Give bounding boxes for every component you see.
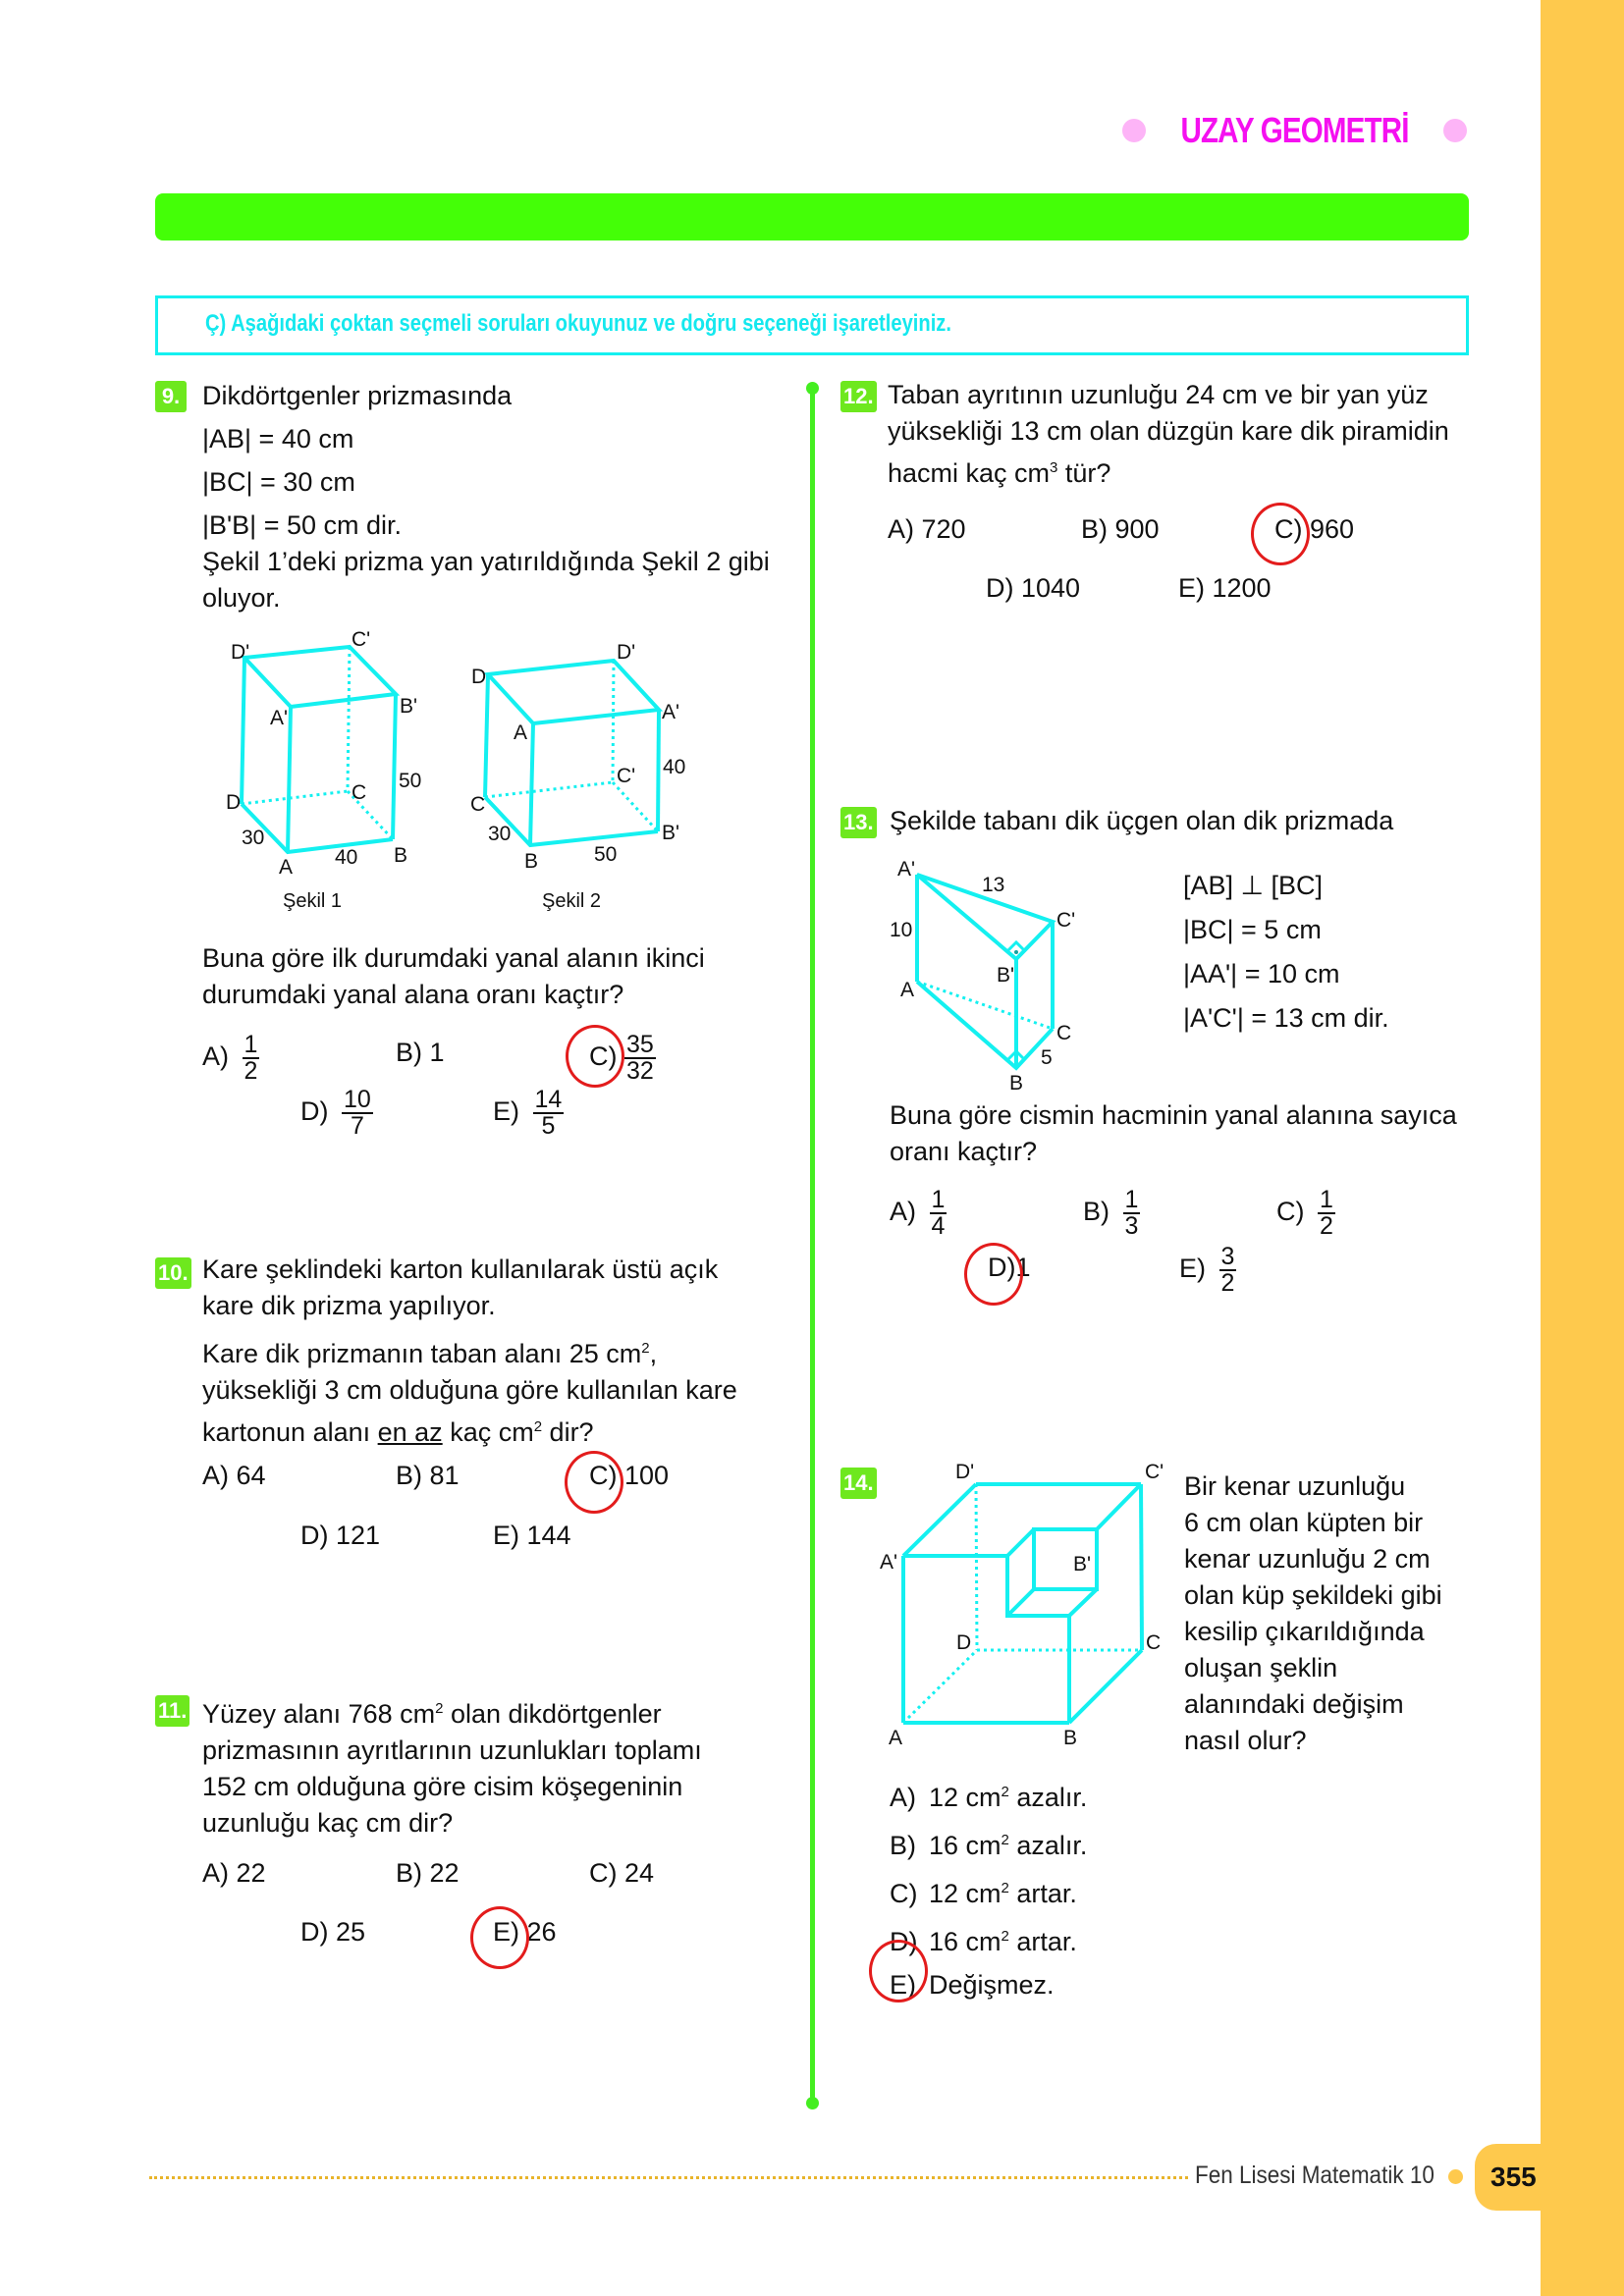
q14-line: olan küp şekildeki gibi xyxy=(1184,1580,1442,1610)
q11-line: 152 cm olduğuna göre cisim köşegeninin xyxy=(202,1772,683,1801)
title-dot-left xyxy=(1122,119,1146,142)
q10-line: Kare dik prizmanın taban alanı 25 $cm^2$, xyxy=(202,1339,658,1368)
q9-given-ab: |AB| = 40 cm xyxy=(202,424,354,454)
q14-option-d[interactable]: D) 16 $cm^2$ artar. xyxy=(890,1927,1077,1956)
page-number: 355 xyxy=(1490,2162,1537,2192)
q13-dim-base: 5 xyxy=(1041,1046,1053,1069)
answer-mark-circle xyxy=(1251,503,1310,565)
q14-line: kesilip çıkarıldığında xyxy=(1184,1617,1425,1646)
q9-option-a[interactable] xyxy=(202,1033,259,1084)
q11-line: prizmasının ayrıtlarının uzunlukları toplamı xyxy=(202,1735,702,1765)
q9-prompt-line: Buna göre ilk durumdaki yanal alanın ikinci xyxy=(202,943,705,973)
fig1-label-a: A xyxy=(279,856,294,879)
fig1-dim-height: 50 xyxy=(399,770,422,792)
option-letter: C) xyxy=(1276,1197,1305,1227)
q11-option-a[interactable]: A) 22 xyxy=(202,1858,266,1888)
q13-label-a: A xyxy=(900,979,915,1001)
q14-line: alanındaki değişim xyxy=(1184,1689,1404,1719)
fraction: $\frac{10}{7}$ xyxy=(344,1086,371,1140)
q13-figure-triangular-prism xyxy=(864,854,1100,1090)
q14-line: 6 cm olan küpten bir xyxy=(1184,1508,1424,1537)
question-13-prompt xyxy=(890,1097,1457,1170)
figure-1-prism xyxy=(242,647,396,852)
q14-label-c-prime: C' xyxy=(1145,1461,1164,1483)
question-12-text xyxy=(888,377,1449,492)
q9-option-b[interactable] xyxy=(396,1038,445,1068)
answer-mark-circle xyxy=(565,1451,623,1514)
q11-line: Yüzey alanı 768 $cm^2$ olan dikdörtgenler xyxy=(202,1699,662,1729)
fig1-caption: Şekil 1 xyxy=(283,890,343,912)
answer-mark-circle xyxy=(566,1025,624,1088)
q13-prompt-line: oranı kaçtır? xyxy=(890,1137,1038,1166)
q9-given-bb: |B'B| = 50 cm dir. xyxy=(202,510,403,540)
q14-line: Bir kenar uzunluğu xyxy=(1184,1471,1406,1501)
question-number-10: 10. xyxy=(155,1257,191,1289)
q13-option-b[interactable] xyxy=(1083,1188,1140,1239)
q14-line: kenar uzunluğu 2 cm xyxy=(1184,1544,1431,1574)
q10-option-b[interactable]: B) 81 xyxy=(396,1461,460,1490)
fig2-dim-depth: 30 xyxy=(488,823,512,845)
fig1-label-b: B xyxy=(394,844,408,867)
q12-option-b[interactable]: B) 900 xyxy=(1081,514,1160,544)
fig2-caption: Şekil 2 xyxy=(542,890,602,912)
side-color-strip xyxy=(1541,0,1624,2296)
q13-option-a[interactable] xyxy=(890,1188,947,1239)
fig1-label-d: D xyxy=(226,791,242,814)
question-number-12: 12. xyxy=(840,381,877,412)
q13-label-a-prime: A' xyxy=(897,858,916,881)
q11-option-e[interactable]: E) 26 xyxy=(493,1917,557,1947)
q14-label-d: D xyxy=(956,1631,972,1654)
q13-label-b: B xyxy=(1009,1072,1024,1090)
q9-option-d[interactable] xyxy=(300,1088,373,1139)
q13-label-c: C xyxy=(1056,1022,1072,1044)
q12-line: yüksekliği 13 cm olan düzgün kare dik piramidin xyxy=(888,416,1449,446)
fig2-label-b: B xyxy=(524,850,539,873)
option-letter: C) xyxy=(589,1041,618,1072)
q13-given: [AB] ⊥ [BC] xyxy=(1183,871,1324,900)
emphasis-underline: en az xyxy=(377,1417,443,1447)
q12-line: hacmi kaç $cm^3$ tür? xyxy=(888,458,1111,488)
q14-line: oluşan şeklin xyxy=(1184,1653,1338,1682)
fraction: $\frac{3}{2}$ xyxy=(1220,1243,1235,1297)
question-10-text xyxy=(202,1252,737,1451)
fraction: $\frac{1}{3}$ xyxy=(1124,1186,1139,1240)
q10-option-c[interactable]: C) 100 xyxy=(589,1461,670,1490)
divider-dot-bottom xyxy=(806,2097,819,2109)
q14-line: nasıl olur? xyxy=(1184,1726,1307,1755)
fig1-label-c: C xyxy=(352,781,367,804)
q11-option-d[interactable]: D) 25 xyxy=(300,1917,366,1947)
figure-2-prism xyxy=(485,661,659,845)
q14-label-d-prime: D' xyxy=(955,1461,975,1483)
q9-prompt-line: durumdaki yanal alana oranı kaçtır? xyxy=(202,980,624,1009)
q9-given-bc: |BC| = 30 cm xyxy=(202,467,355,497)
q13-option-e[interactable] xyxy=(1179,1245,1236,1296)
question-13-text xyxy=(890,803,1393,839)
q10-option-d[interactable]: D) 121 xyxy=(300,1521,381,1550)
q14-label-b: B xyxy=(1063,1727,1078,1747)
fraction: $\frac{1}{2}$ xyxy=(244,1031,258,1085)
q14-label-a-prime: A' xyxy=(880,1551,898,1574)
option-letter: D) xyxy=(988,1253,1016,1282)
option-letter: E) xyxy=(493,1096,519,1127)
answer-mark-circle xyxy=(964,1243,1023,1306)
q10-option-e[interactable]: E) 144 xyxy=(493,1521,571,1550)
fig1-label-c-prime: C' xyxy=(352,628,371,651)
q13-given: |A'C'| = 13 cm dir. xyxy=(1183,1003,1389,1033)
q12-line: Taban ayrıtının uzunluğu 24 cm ve bir yan yüz xyxy=(888,380,1429,409)
fig1-dim-width: 40 xyxy=(335,846,358,869)
question-9-text xyxy=(202,378,770,616)
q13-given-list xyxy=(1183,864,1389,1041)
q14-label-b-prime: B' xyxy=(1073,1553,1092,1575)
q14-option-a[interactable]: A) 12 $cm^2$ azalır. xyxy=(890,1783,1088,1812)
q11-option-b[interactable]: B) 22 xyxy=(396,1858,460,1888)
q14-option-c[interactable]: C) 12 $cm^2$ artar. xyxy=(890,1879,1077,1908)
fraction: $\frac{1}{2}$ xyxy=(1320,1186,1333,1240)
fig1-label-a-prime: A' xyxy=(270,707,289,729)
fig1-label-d-prime: D' xyxy=(231,641,250,664)
q14-option-b[interactable]: B) 16 $cm^2$ azalır. xyxy=(890,1831,1088,1860)
q9-figures xyxy=(196,618,785,933)
option-letter: B) xyxy=(1083,1197,1110,1227)
q14-figure-cube-cutout xyxy=(864,1453,1178,1747)
question-number-11: 11. xyxy=(155,1695,189,1727)
answer-mark-circle xyxy=(470,1906,529,1969)
fig2-dim-width: 50 xyxy=(594,843,618,866)
column-divider xyxy=(810,389,815,2103)
q10-option-a[interactable]: A) 64 xyxy=(202,1461,266,1490)
option-letter: E) xyxy=(1179,1254,1206,1284)
question-11-text xyxy=(202,1690,702,1842)
q13-option-c[interactable] xyxy=(1276,1188,1335,1239)
option-value: 1 xyxy=(1015,1253,1031,1282)
q13-line: Şekilde tabanı dik üçgen olan dik prizmada xyxy=(890,806,1394,835)
option-letter: D) xyxy=(300,1096,329,1127)
fig2-label-a: A xyxy=(514,721,528,744)
q14-label-a: A xyxy=(889,1727,903,1747)
q13-label-c-prime: C' xyxy=(1056,909,1076,932)
fig1-dim-depth: 30 xyxy=(242,827,265,849)
q10-line: kare dik prizma yapılıyor. xyxy=(202,1291,496,1320)
option-letter: B) xyxy=(396,1038,422,1067)
q9-line: oluyor. xyxy=(202,583,281,613)
fig2-label-b-prime: B' xyxy=(662,822,680,844)
footer-dot xyxy=(1448,2169,1463,2184)
q10-line: Kare şeklindeki karton kullanılarak üstü açık xyxy=(202,1255,719,1284)
q12-option-d[interactable]: D) 1040 xyxy=(986,573,1081,603)
q10-line: yüksekliği 3 cm olduğuna göre kullanılan kare xyxy=(202,1375,737,1405)
q13-given: |AA'| = 10 cm xyxy=(1183,959,1340,988)
question-14-text xyxy=(1184,1468,1442,1759)
q9-line: Şekil 1’deki prizma yan yatırıldığında Şekil 2 gibi xyxy=(202,547,770,576)
option-letter: A) xyxy=(202,1041,229,1072)
figure-2-labels xyxy=(470,641,685,912)
q11-option-c[interactable]: C) 24 xyxy=(589,1858,655,1888)
instructions-box xyxy=(155,295,1469,355)
title-dot-right xyxy=(1443,119,1467,142)
question-number-14: 14. xyxy=(840,1468,877,1499)
q12-option-e[interactable]: E) 1200 xyxy=(1178,573,1272,603)
fraction: $\frac{14}{5}$ xyxy=(534,1086,563,1140)
question-number-9: 9. xyxy=(155,381,187,412)
q13-prompt-line: Buna göre cismin hacminin yanal alanına sayıca xyxy=(890,1100,1457,1130)
section-title-text: UZAY GEOMETRİ xyxy=(1180,110,1409,150)
fig2-label-c-prime: C' xyxy=(617,765,636,787)
footer-dotted-line xyxy=(149,2176,1188,2179)
header-bar xyxy=(155,193,1469,240)
option-letter: A) xyxy=(890,1197,916,1227)
q13-label-b-prime: B' xyxy=(997,964,1015,987)
divider-dot-top xyxy=(806,382,819,395)
q12-option-c[interactable]: C) 960 xyxy=(1274,514,1355,544)
question-9-prompt xyxy=(202,940,705,1013)
q13-dim-height: 10 xyxy=(890,919,913,941)
instructions-text: Ç) Aşağıdaki çoktan seçmeli soruları okuyunuz ve doğru seçeneği işaretleyiniz. xyxy=(205,310,951,337)
q13-dim-top: 13 xyxy=(982,874,1005,896)
q14-label-c: C xyxy=(1146,1631,1162,1654)
fraction: $\frac{35}{32}$ xyxy=(626,1031,654,1085)
q11-line: uzunluğu kaç cm dir? xyxy=(202,1808,454,1838)
answer-mark-circle xyxy=(869,1940,928,2002)
q10-line: kartonun alanı en az kaç $cm^2$ dir? xyxy=(202,1417,594,1447)
fig2-label-c: C xyxy=(470,793,486,816)
q12-option-a[interactable]: A) 720 xyxy=(888,514,966,544)
q9-line: Dikdörtgenler prizmasında xyxy=(202,381,513,410)
section-title xyxy=(1122,110,1467,151)
option-value: 1 xyxy=(429,1038,445,1067)
q13-given: |BC| = 5 cm xyxy=(1183,915,1322,944)
fig1-label-b-prime: B' xyxy=(400,695,418,718)
question-number-13: 13. xyxy=(840,807,877,838)
fig2-label-a-prime: A' xyxy=(662,701,680,723)
q14-option-e[interactable]: E) Değişmez. xyxy=(890,1970,1055,2000)
fraction: $\frac{1}{4}$ xyxy=(931,1186,946,1240)
fig2-label-d-prime: D' xyxy=(617,641,636,664)
book-title: Fen Lisesi Matematik 10 xyxy=(1195,2162,1435,2189)
fig2-label-d: D xyxy=(471,666,487,688)
fig2-dim-height: 40 xyxy=(663,756,686,778)
q9-option-e[interactable] xyxy=(493,1088,564,1139)
